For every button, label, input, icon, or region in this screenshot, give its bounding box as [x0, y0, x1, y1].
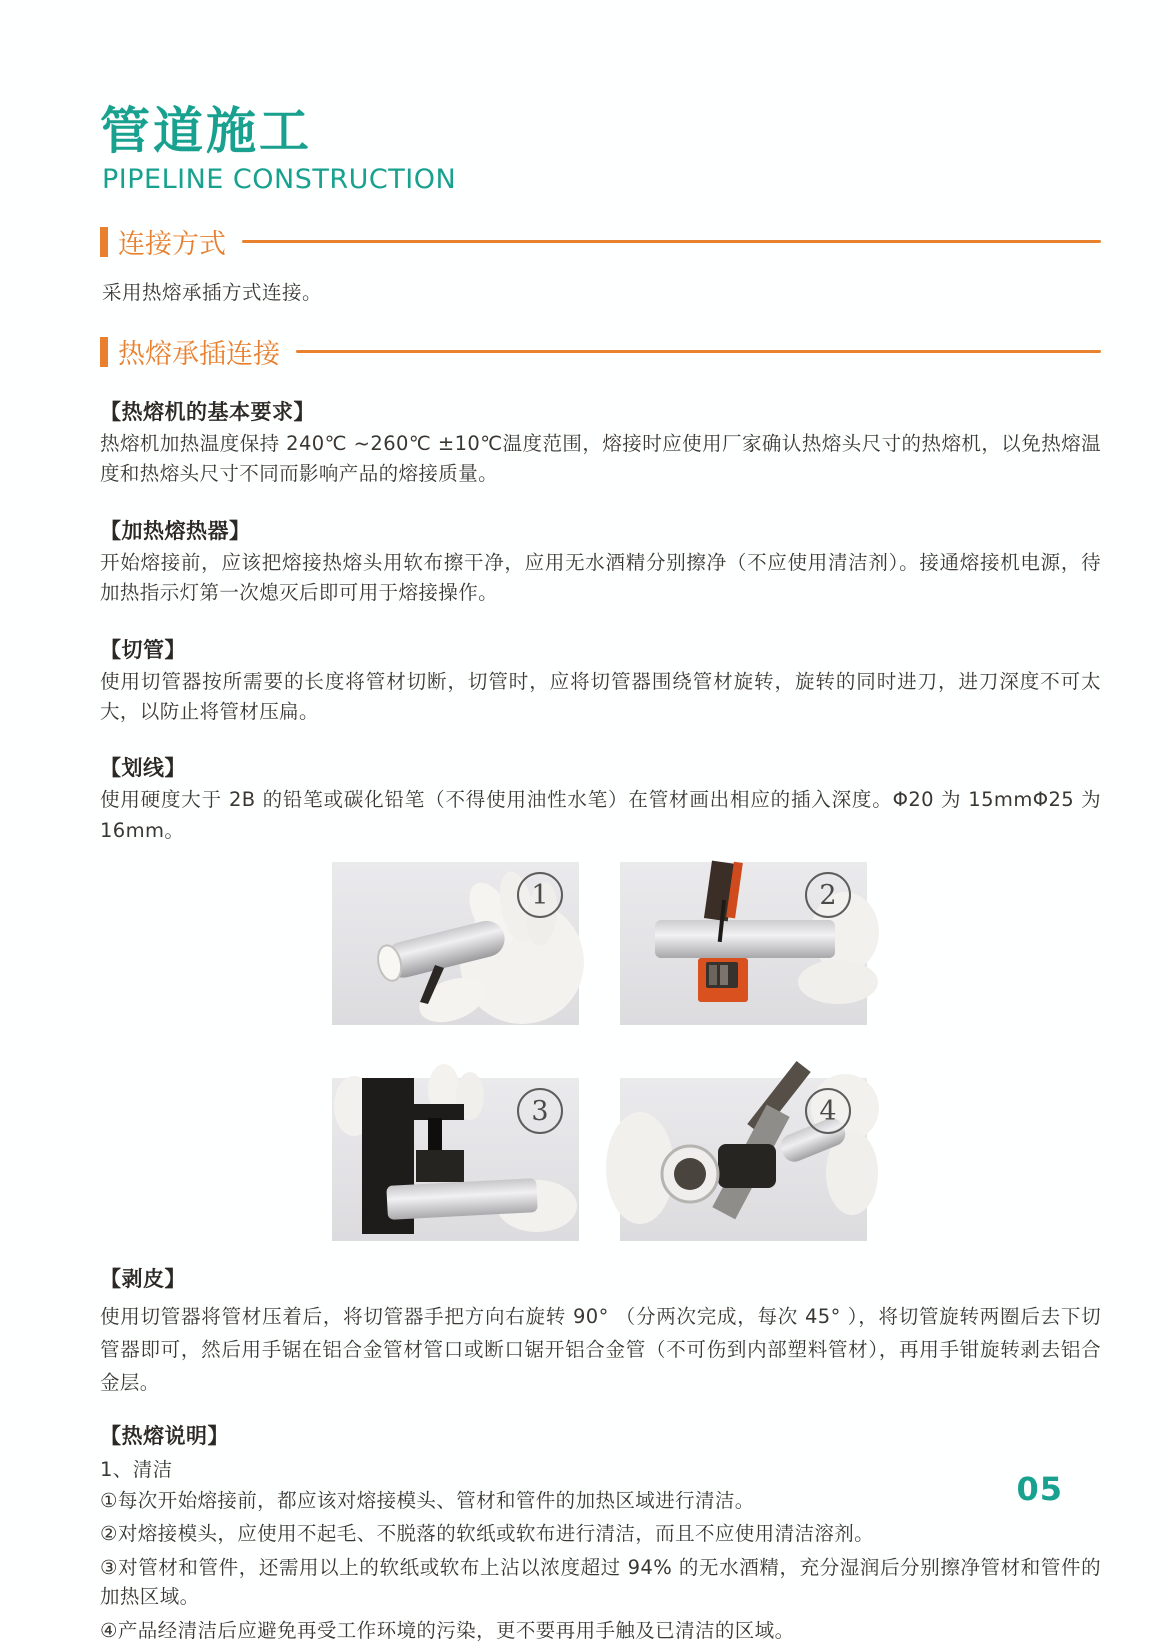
block-title: 【热熔机的基本要求】: [100, 400, 315, 424]
block-heater: [100, 515, 1101, 609]
block-welder-requirements: [100, 396, 1101, 490]
section-rule-line: [296, 350, 1101, 353]
block-title: 【划线】: [100, 756, 186, 781]
section-header-connection-method: [100, 222, 1101, 261]
block-text: 使用切管器按所需要的长度将管材切断，切管时，应将切管器围绕管材旋转，旋转的同时进刀，进刀深度不可太大，以防止将管材压扁。: [100, 669, 1101, 724]
fusion-item-4: ④产品经清洁后应避免再受工作环境的污染，更不要再用手触及已清洁的区域。: [100, 1619, 795, 1642]
orange-bar-icon: [100, 227, 108, 257]
block-fusion-notes: [100, 1420, 1101, 1646]
block-title: 【切管】: [100, 637, 186, 662]
block-text: 使用硬度大于 2B 的铅笔或碳化铅笔（不得使用油性水笔）在管材画出相应的插入深度。Φ20 为 15mmΦ25 为 16mm。: [100, 788, 1101, 842]
section1-body-text: 采用热熔承插方式连接。: [102, 281, 323, 304]
block-text: 热熔机加热温度保持 240℃ ~260℃ ±10℃温度范围，熔接时应使用厂家确认热熔头尺寸的热熔机，以免热熔温度和热熔头尺寸不同而影响产品的熔接质量。: [100, 432, 1101, 486]
section-rule-line: [242, 240, 1101, 243]
block-title: 【加热熔热器】: [100, 518, 251, 543]
orange-bar-icon: [100, 337, 108, 367]
block-peeling: [100, 1263, 1101, 1399]
photo-step-2: [620, 862, 867, 1025]
page-title: 管道施工: [100, 102, 312, 160]
fusion-subtitle: 1、清洁: [100, 1457, 173, 1481]
photo-step-1: [332, 862, 579, 1025]
block-title: 【剥皮】: [100, 1267, 186, 1292]
pipe: [655, 920, 835, 958]
page-number: 05: [1016, 1470, 1063, 1508]
page-subtitle-en: PIPELINE CONSTRUCTION: [102, 164, 457, 195]
circled-step-number: 3: [517, 1088, 563, 1134]
block-pipe-cutting: [100, 634, 1101, 728]
block-title: 【热熔说明】: [100, 1423, 229, 1448]
fusion-item-2: ②对熔接模头，应使用不起毛、不脱落的软纸或软布进行清洁，而且不应使用清洁溶剂。: [100, 1522, 875, 1546]
circled-step-number: 2: [805, 872, 851, 918]
circled-step-number: 1: [517, 872, 563, 918]
step-photo-grid: [332, 862, 867, 1241]
circled-step-number: 4: [805, 1088, 851, 1134]
photo-step-4: [620, 1078, 867, 1241]
section-title: 连接方式: [118, 229, 226, 260]
fusion-item-1: ①每次开始熔接前，都应该对熔接模头、管材和管件的加热区域进行清洁。: [100, 1488, 755, 1512]
fusion-item-3: ③对管材和管件，还需用以上的软纸或软布上沾以浓度超过 94% 的无水酒精，充分湿润后分别擦净管材和管件的加热区域。: [100, 1555, 1101, 1609]
section-header-hot-melt-socket: [100, 332, 1101, 371]
block-text: 使用切管器将管材压着后，将切管器手把方向右旋转 90° （分两次完成，每次 45° ），将切管旋转两圈后去下切管器即可，然后用手锯在铝合金管材管口或断口锯开铝合金管（不可伤到内部塑料管材），再用手钳旋转剥去铝合金层。: [100, 1305, 1101, 1394]
block-marking: [100, 752, 1101, 846]
photo-step-3: [332, 1078, 579, 1241]
section-title: 热熔承插连接: [118, 339, 280, 370]
block-text: 开始熔接前，应该把熔接热熔头用软布擦干净，应用无水酒精分别擦净（不应使用清洁剂）。接通熔接机电源，待加热指示灯第一次熄灭后即可用于熔接操作。: [100, 550, 1101, 605]
